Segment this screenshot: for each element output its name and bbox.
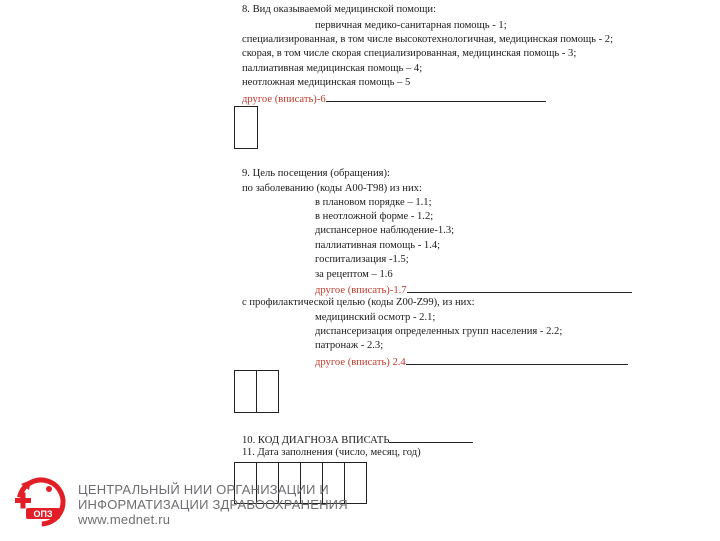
section9-disease-item: в плановом порядке – 1.1; <box>315 197 432 208</box>
section9-title: 9. Цель посещения (обращения): <box>242 168 390 179</box>
section8-item: скорая, в том числе скорая специализированная, медицинская помощь - 3; <box>242 48 577 59</box>
section9-prevent-other <box>315 354 628 370</box>
section9-disease-other-blank[interactable] <box>407 282 632 293</box>
org-url-link[interactable]: www.mednet.ru <box>78 512 171 527</box>
section9-disease-item: за рецептом – 1.6 <box>315 269 393 280</box>
section11-title: 11. Дата заполнения (число, месяц, год) <box>242 447 421 458</box>
section9-disease-item: госпитализация -1.5; <box>315 254 409 265</box>
org-line-2: ИНФОРМАТИЗАЦИИ ЗДРАВООХРАНЕНИЯ <box>78 497 348 512</box>
section9-disease-item: диспансерное наблюдение-1.3; <box>315 225 455 236</box>
section8-other-blank[interactable] <box>326 91 546 102</box>
section9-code-box-1[interactable] <box>234 370 257 413</box>
org-line-1: ЦЕНТРАЛЬНЫЙ НИИ ОРГАНИЗАЦИИ И <box>78 482 329 497</box>
section10-title: 10. КОД ДИАГНОЗА ВПИСАТЬ <box>242 435 390 446</box>
section8-item: паллиативная медицинская помощь – 4; <box>242 63 423 74</box>
section9-code-box-2[interactable] <box>256 370 279 413</box>
opz-logo-icon <box>12 472 70 536</box>
section9-prevent-other-blank[interactable] <box>406 354 628 365</box>
section8-item: специализированная, в том числе высокотехнологичная, медицинская помощь - 2; <box>242 34 614 45</box>
organization-name <box>78 482 348 527</box>
section8-code-box[interactable] <box>234 106 258 149</box>
footer <box>0 470 720 540</box>
section8-other-label: другое (вписать)-6 <box>242 94 326 105</box>
section9-prevent-item: диспансеризация определенных групп населения - 2.2; <box>315 326 563 337</box>
section9-prevent-header: с профилактической целью (коды Z00-Z99), из них: <box>242 297 475 308</box>
section9-disease-header: по заболеванию (коды А00-Т98) из них: <box>242 183 422 194</box>
diagnosis-code-blank[interactable] <box>389 432 473 443</box>
section8-title: 8. Вид оказываемой медицинской помощи: <box>242 4 437 15</box>
section8-other <box>242 91 546 107</box>
section9-disease-other-label: другое (вписать)-1.7 <box>315 285 407 296</box>
section9-disease-item: в неотложной форме - 1.2; <box>315 211 434 222</box>
section9-prevent-other-label: другое (вписать) 2.4 <box>315 357 406 368</box>
section9-prevent-item: патронаж - 2.3; <box>315 340 384 351</box>
section9-prevent-item: медицинский осмотр - 2.1; <box>315 312 436 323</box>
section8-item: неотложная медицинская помощь – 5 <box>242 77 411 88</box>
section9-disease-item: паллиативная помощь - 1.4; <box>315 240 441 251</box>
logo-text: ОПЗ <box>33 509 53 519</box>
section8-item: первичная медико-санитарная помощь - 1; <box>315 20 507 31</box>
